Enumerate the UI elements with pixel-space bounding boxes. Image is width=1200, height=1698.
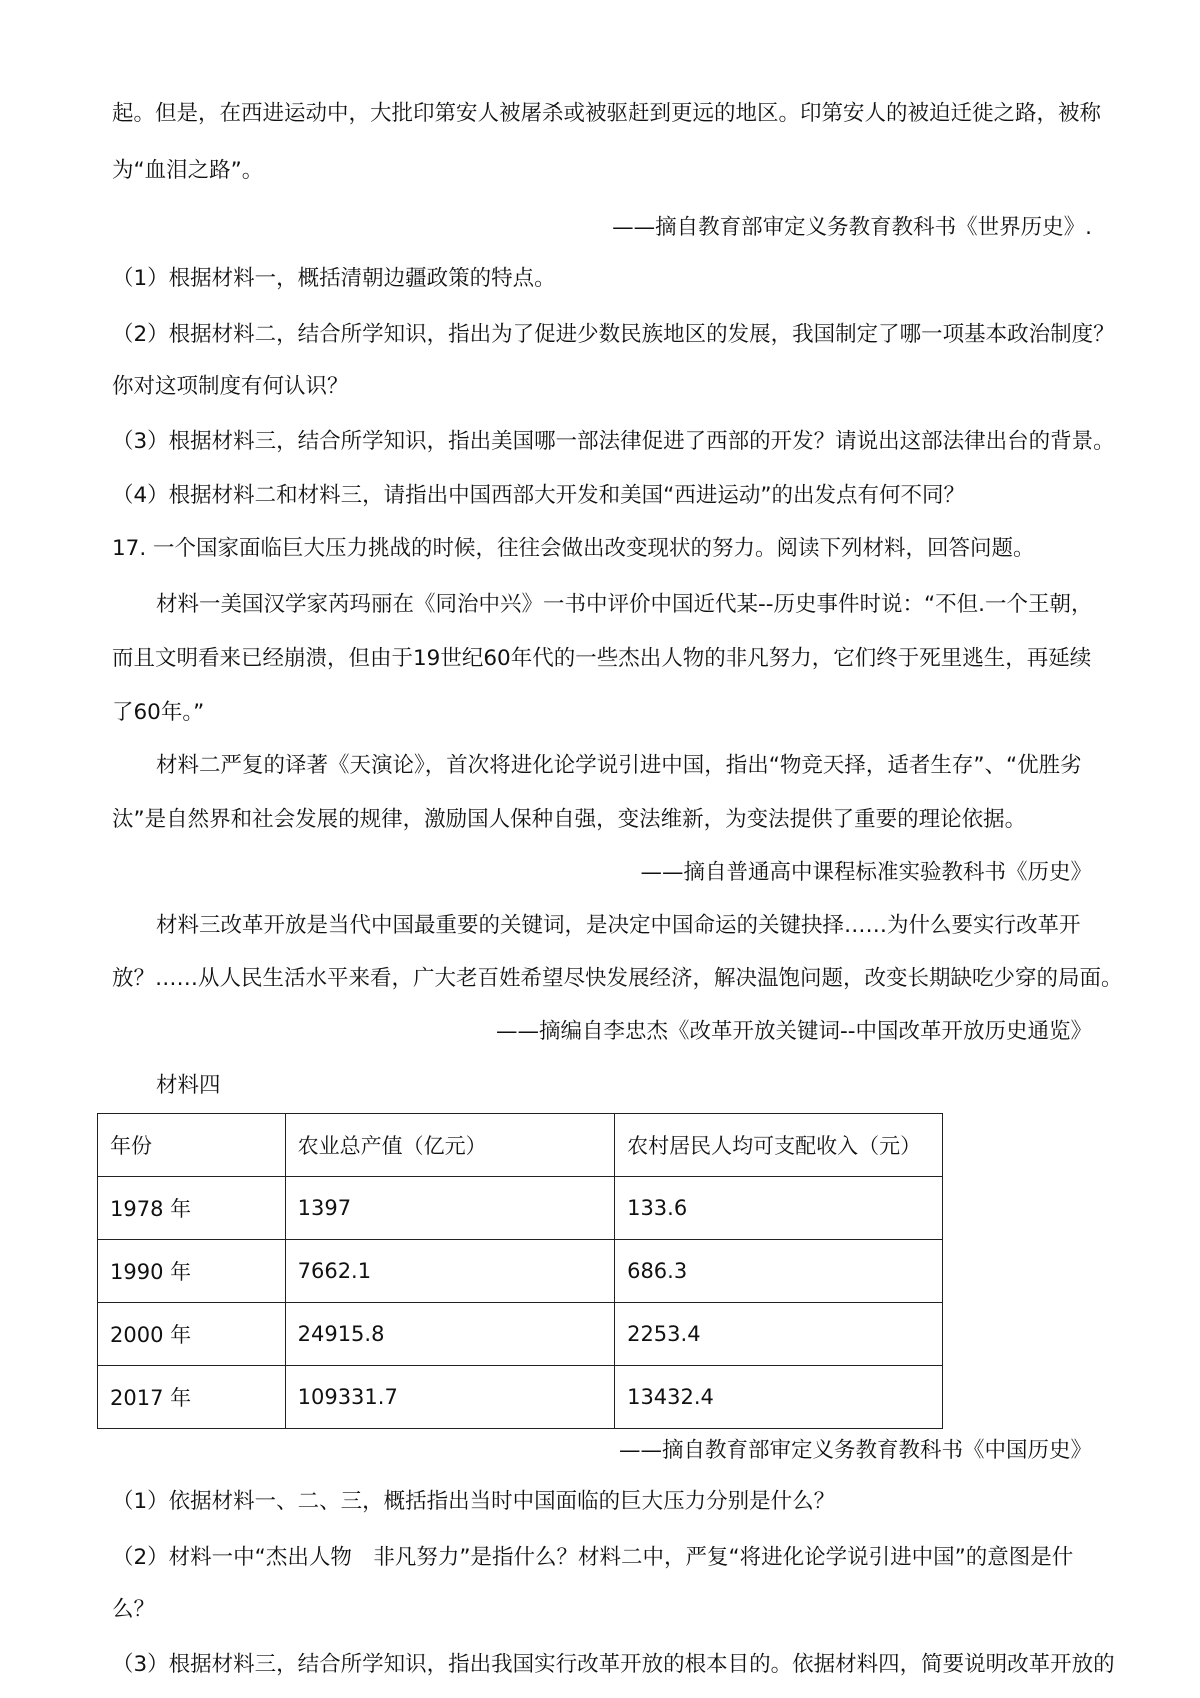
question-item: 么？ — [112, 1597, 156, 1622]
table-cell: 13432.4 — [615, 1366, 943, 1429]
table-row — [98, 1366, 943, 1429]
table-cell: 1397 — [285, 1177, 614, 1240]
material-text: 而且文明看来已经崩溃，但由于19世纪60年代的一些杰出人物的非凡努力，它们终于死里逃生，再延续 — [112, 646, 1092, 671]
question-item: 你对这项制度有何认识？ — [112, 374, 349, 399]
paragraph-line: 为“血泪之路”。 — [112, 158, 264, 183]
table-header-row — [98, 1114, 943, 1177]
table-cell: 2253.4 — [615, 1303, 943, 1366]
table-cell: 2000 年 — [98, 1303, 286, 1366]
table-cell: 1990 年 — [98, 1240, 286, 1303]
paragraph-line: 起。但是，在西进运动中，大批印第安人被屠杀或被驱赶到更远的地区。印第安人的被迫迁徙之路，被称 — [112, 101, 1102, 126]
table-row — [98, 1240, 943, 1303]
material-text: 汰”是自然界和社会发展的规律，激励国人保种自强，变法维新，为变法提供了重要的理论依据。 — [112, 807, 1027, 832]
table-cell: 686.3 — [615, 1240, 943, 1303]
table-header-cell: 年份 — [98, 1114, 286, 1177]
source-citation: ——摘自普通高中课程标准实验教科书《历史》 — [640, 860, 1092, 885]
material-label: 材料四 — [156, 1073, 221, 1098]
table-cell: 1978 年 — [98, 1177, 286, 1240]
question-item: （2）根据材料二，结合所学知识，指出为了促进少数民族地区的发展，我国制定了哪一项基本政治制度？ — [112, 322, 1115, 347]
table-cell: 24915.8 — [285, 1303, 614, 1366]
question-item: （3）根据材料三，结合所学知识，指出我国实行改革开放的根本目的。依据材料四，简要说明改革开放的 — [112, 1652, 1115, 1677]
table-header-cell: 农村居民人均可支配收入（元） — [615, 1114, 943, 1177]
source-citation: ——摘自教育部审定义务教育教科书《中国历史》 — [618, 1438, 1092, 1463]
table-row — [98, 1303, 943, 1366]
table-cell: 133.6 — [615, 1177, 943, 1240]
material-text: 放？……从人民生活水平来看，广大老百姓希望尽快发展经济，解决温饱问题，改变长期缺吃少穿的局面。 — [112, 966, 1123, 991]
question-item: （1）根据材料一，概括清朝边疆政策的特点。 — [112, 266, 556, 291]
table-header-cell: 农业总产值（亿元） — [285, 1114, 614, 1177]
material-text: 材料一美国汉学家芮玛丽在《同治中兴》一书中评价中国近代某--历史事件时说：“不但.一个王朝， — [156, 592, 1093, 617]
material-text: 了60年。” — [112, 700, 205, 725]
table-row — [98, 1177, 943, 1240]
material-text: 材料二严复的译著《天演论》，首次将进化论学说引进中国，指出“物竞天择，适者生存”、“优胜劣 — [156, 753, 1082, 778]
source-citation: ——摘编自李忠杰《改革开放关键词--中国改革开放历史通览》 — [495, 1019, 1092, 1044]
table-cell: 2017 年 — [98, 1366, 286, 1429]
question-item: （2）材料一中“杰出人物 非凡努力”是指什么？材料二中，严复“将进化论学说引进中国”的意图是什 — [112, 1545, 1074, 1570]
question-title: 17. 一个国家面临巨大压力挑战的时候，往往会做出改变现状的努力。阅读下列材料，回答问题。 — [112, 536, 1035, 561]
material-text: 材料三改革开放是当代中国最重要的关键词，是决定中国命运的关键抉择……为什么要实行改革开 — [156, 913, 1081, 938]
table-cell: 7662.1 — [285, 1240, 614, 1303]
question-item: （1）依据材料一、二、三，概括指出当时中国面临的巨大压力分别是什么？ — [112, 1489, 836, 1514]
table-cell: 109331.7 — [285, 1366, 614, 1429]
question-item: （3）根据材料三，结合所学知识，指出美国哪一部法律促进了西部的开发？请说出这部法律出台的背景。 — [112, 429, 1115, 454]
data-table — [97, 1113, 943, 1429]
source-citation: ——摘自教育部审定义务教育教科书《世界历史》. — [612, 215, 1092, 240]
question-item: （4）根据材料二和材料三，请指出中国西部大开发和美国“西进运动”的出发点有何不同？ — [112, 483, 965, 508]
